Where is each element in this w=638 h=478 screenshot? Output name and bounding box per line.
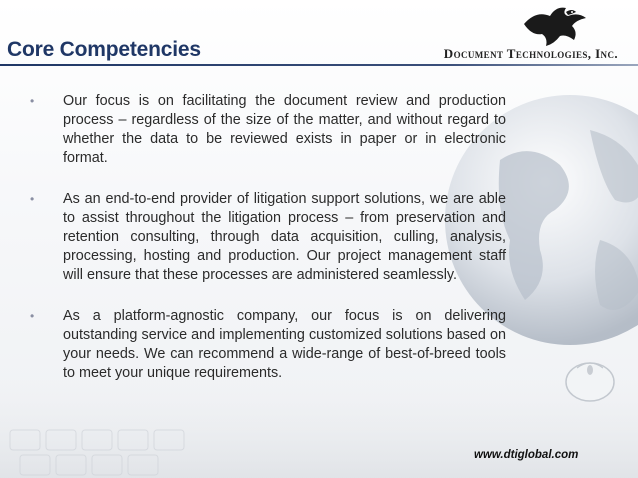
eagle-logo-icon [522, 4, 588, 48]
bullet-icon: • [30, 309, 35, 323]
bullet-text: As a platform-agnostic company, our focus is on delivering outstanding service and implementing customized solutions based on your needs. We can recommend a wide-range of best-of-breed tools to meet your unique requirements. [63, 308, 506, 381]
bullet-text: As an end-to-end provider of litigation support solutions, we are able to assist throughout the litigation process – from preservation and retention consulting, through data acquisition, culling, analysis, processing, hosting and production. Our project management staff will ensure that these processes are administered seamlessly. [63, 191, 506, 283]
bullet-item [30, 307, 506, 383]
bullet-item [30, 92, 506, 168]
company-name: Document Technologies, Inc. [443, 46, 618, 61]
bullet-list [30, 92, 506, 405]
bullet-item [30, 190, 506, 285]
slide-title: Core Competencies [7, 38, 201, 61]
bullet-icon: • [30, 94, 35, 108]
title-divider [0, 64, 638, 66]
bullet-text: Our focus is on facilitating the document review and production process – regardless of the size of the matter, and without regard to whether the data to be reviewed exists in paper or in electronic format. [63, 93, 506, 166]
bullet-icon: • [30, 192, 35, 206]
website-link[interactable]: www.dtiglobal.com [474, 449, 579, 461]
mouse-image [555, 350, 625, 410]
